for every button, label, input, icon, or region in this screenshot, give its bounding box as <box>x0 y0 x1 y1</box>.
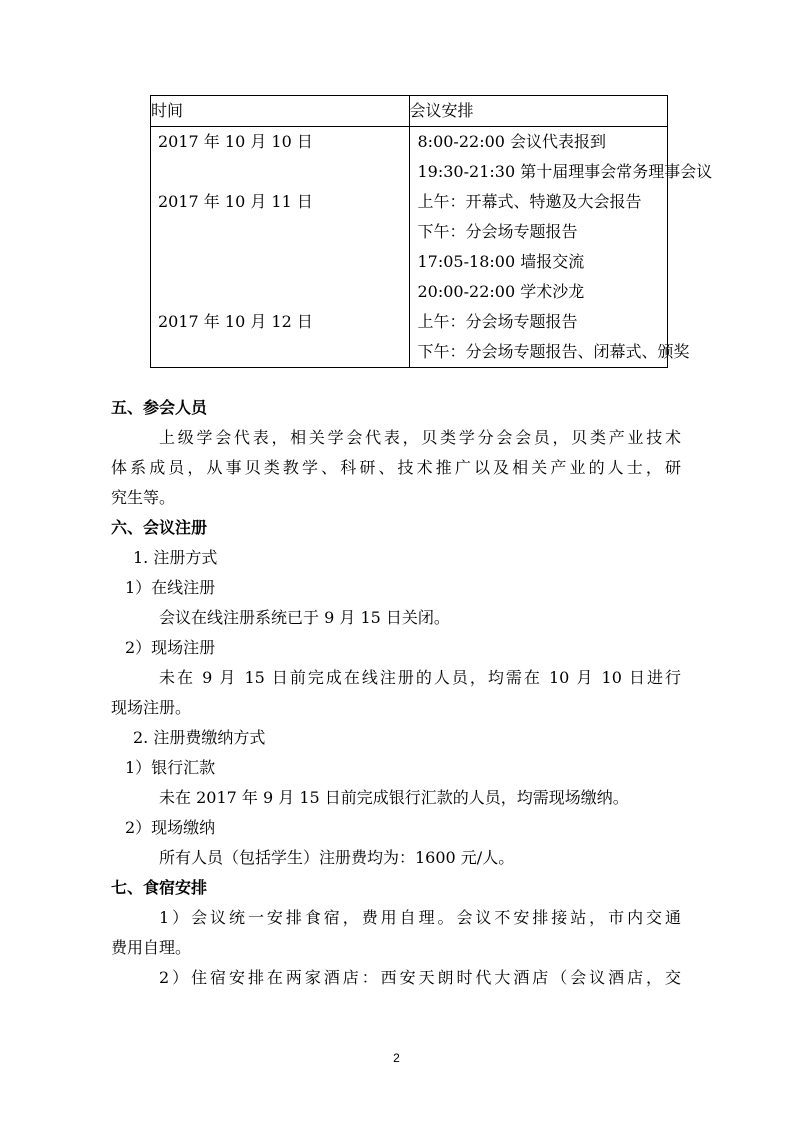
table-row <box>151 157 668 187</box>
subheading: 2）现场注册 <box>125 638 216 657</box>
subheading: 2. 注册费缴纳方式 <box>133 728 266 747</box>
subheading: 1）银行汇款 <box>125 758 216 777</box>
document-body <box>111 393 681 993</box>
section-heading-attendees: 五、参会人员 <box>111 398 208 417</box>
agenda-cell: 17:05-18:00 墙报交流 <box>409 247 668 277</box>
agenda-cell: 下午：分会场专题报告 <box>409 217 668 247</box>
subheading: 2）现场缴纳 <box>125 818 216 837</box>
table-header-row <box>151 96 668 127</box>
paragraph-line: 所有人员（包括学生）注册费均为：1600 元/人。 <box>159 848 515 867</box>
paragraph-line: 未在 2017 年 9 月 15 日前完成银行汇款的人员，均需现场缴纳。 <box>159 788 629 807</box>
date-cell: 2017 年 10 月 11 日 <box>151 187 410 217</box>
paragraph-line: 现场注册。 <box>111 698 192 717</box>
agenda-cell: 下午：分会场专题报告、闭幕式、颁奖 <box>409 337 668 368</box>
paragraph-line: 1）会议统一安排食宿，费用自理。会议不安排接站，市内交通 <box>159 908 681 927</box>
date-cell <box>151 337 410 368</box>
paragraph-line: 上级学会代表，相关学会代表，贝类学分会会员，贝类产业技术 <box>159 428 681 447</box>
agenda-cell: 20:00-22:00 学术沙龙 <box>409 277 668 307</box>
agenda-cell: 8:00-22:00 会议代表报到 <box>409 127 668 158</box>
date-cell: 2017 年 10 月 10 日 <box>151 127 410 158</box>
header-agenda: 会议安排 <box>409 96 668 127</box>
table-row <box>151 127 668 158</box>
page-number: 2 <box>393 1051 400 1065</box>
paragraph-line: 会议在线注册系统已于 9 月 15 日关闭。 <box>159 608 450 627</box>
table-row <box>151 187 668 217</box>
table-row <box>151 277 668 307</box>
date-cell <box>151 157 410 187</box>
paragraph-line: 体系成员，从事贝类教学、科研、技术推广以及相关产业的人士，研 <box>111 458 681 477</box>
agenda-cell: 上午：开幕式、特邀及大会报告 <box>409 187 668 217</box>
paragraph-line: 2）住宿安排在两家酒店：西安天朗时代大酒店（会议酒店，交 <box>159 968 681 987</box>
table-row <box>151 217 668 247</box>
date-cell <box>151 247 410 277</box>
schedule-table <box>150 95 713 368</box>
section-heading-accommodation: 七、食宿安排 <box>111 878 208 897</box>
date-cell <box>151 217 410 247</box>
table-row <box>151 307 668 337</box>
date-cell <box>151 277 410 307</box>
header-time: 时间 <box>151 96 410 127</box>
section-heading-registration: 六、会议注册 <box>111 518 208 537</box>
table-row <box>151 247 668 277</box>
subheading: 1. 注册方式 <box>133 548 218 567</box>
paragraph-line: 究生等。 <box>111 488 176 507</box>
date-cell: 2017 年 10 月 12 日 <box>151 307 410 337</box>
agenda-cell: 19:30-21:30 第十届理事会常务理事会议 <box>409 157 668 187</box>
agenda-cell: 上午：分会场专题报告 <box>409 307 668 337</box>
subheading: 1）在线注册 <box>125 578 216 597</box>
paragraph-line: 未在 9 月 15 日前完成在线注册的人员，均需在 10 月 10 日进行 <box>159 668 681 687</box>
paragraph-line: 费用自理。 <box>111 938 192 957</box>
table-row <box>151 337 668 368</box>
